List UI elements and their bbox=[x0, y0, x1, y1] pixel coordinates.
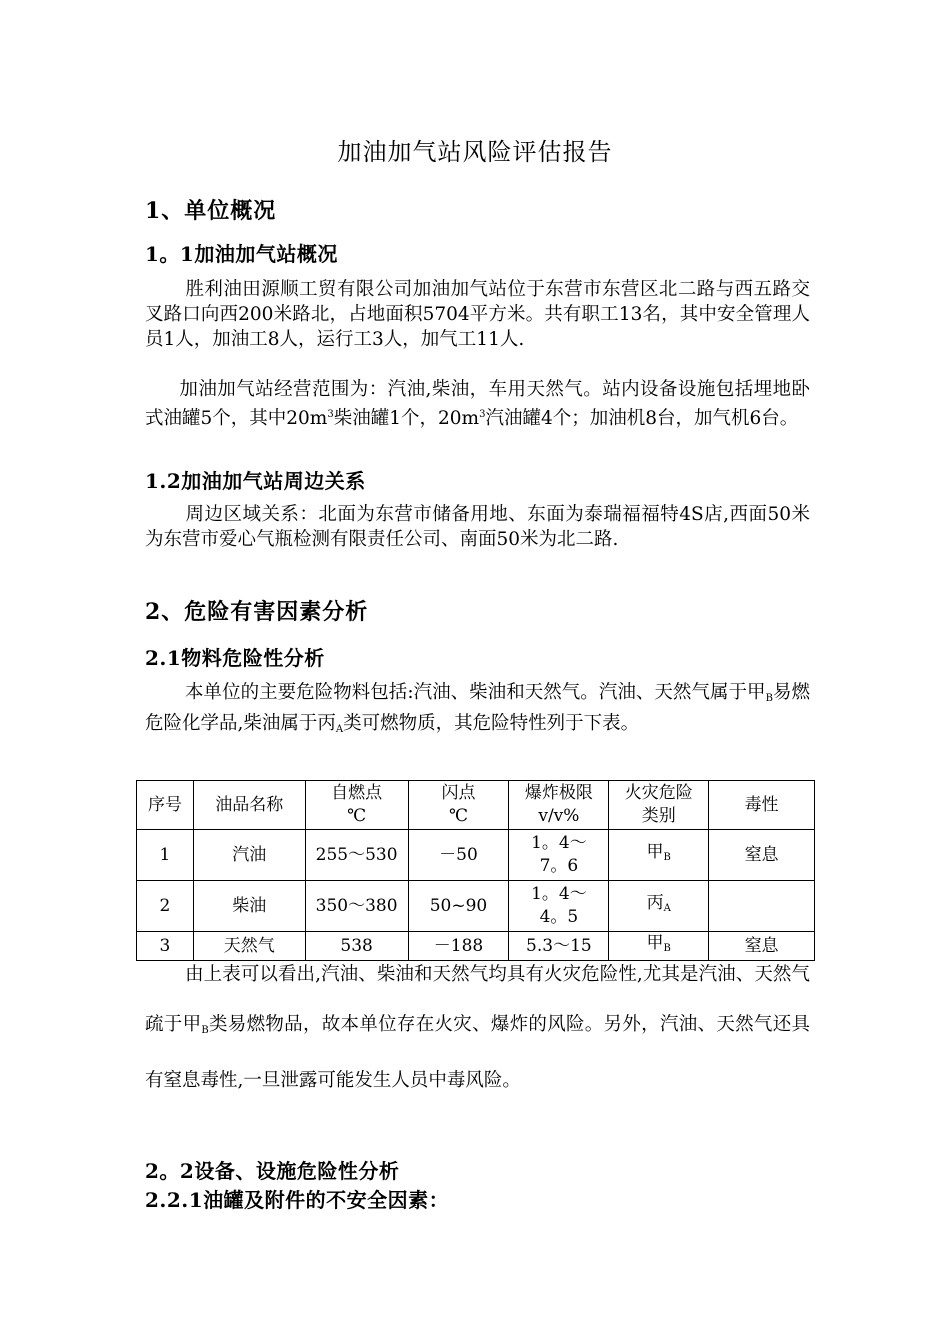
paragraph-conclusion bbox=[145, 950, 810, 1106]
paragraph-text: 柴油罐1个，20m bbox=[333, 408, 480, 429]
paragraph-text: 本单位的主要危险物料包括:汽油、柴油和天然气。汽油、天然气属于甲 bbox=[185, 682, 766, 703]
header-name: 油品名称 bbox=[193, 781, 305, 830]
header-flash-point: 闪点 ℃ bbox=[408, 781, 509, 830]
table-row: 2 柴油 350～380 50~90 1。4～ 4。5 丙$_A$ bbox=[137, 881, 815, 932]
superscript: 3 bbox=[327, 409, 334, 420]
paragraph-business-scope bbox=[145, 377, 810, 431]
section-heading-2-2: 2。2设备、设施危险性分析 bbox=[145, 1159, 400, 1183]
header-explosion-limit: 爆炸极限 v/v% bbox=[509, 781, 609, 830]
paragraph-text: 汽油罐4个；加油机8台，加气机6台。 bbox=[485, 408, 799, 429]
subscript: A bbox=[335, 724, 344, 735]
paragraph-text: 类可燃物质，其危险特性列于下表。 bbox=[343, 713, 640, 734]
superscript: 3 bbox=[479, 409, 486, 420]
subscript: B bbox=[201, 1025, 209, 1036]
paragraph-text: 胜利油田源顺工贸有限公司加油加气站位于东营市东营区北二路与西五路交叉路口向西200米路北，占地面积5704平方米。共有职工13名，其中安全管理人员1人，加油工8人，运行工3人，加气工11人. bbox=[145, 279, 810, 350]
paragraph-text: 类易燃物品，故本单位存在火灾、爆炸的风险。另外，汽油、天然气还具有窒息毒性,一旦泄露可能发生人员中毒风险。 bbox=[145, 1014, 810, 1091]
paragraph-surroundings bbox=[145, 502, 810, 552]
section-heading-2-2-1: 2.2.1油罐及附件的不安全因素： bbox=[145, 1188, 450, 1212]
paragraph-station-overview bbox=[145, 277, 810, 352]
table-row: 3 天然气 538 －188 5.3～15 甲$_B$ 窒息 bbox=[137, 932, 815, 961]
header-no: 序号 bbox=[137, 781, 194, 830]
paragraph-text: 周边区域关系：北面为东营市储备用地、东面为泰瑞福福特4S店,西面50米为东营市爱心气瓶检测有限责任公司、南面50米为北二路. bbox=[145, 504, 810, 550]
section-heading-1: 1、单位概况 bbox=[145, 198, 277, 224]
subscript: B bbox=[765, 693, 773, 704]
table-header-row bbox=[137, 781, 815, 830]
paragraph-text: 由上表可以看出,汽油、柴油和天然气均具有火灾危险性,尤其是汽油、天然气疏于甲 bbox=[145, 964, 810, 1035]
paragraph-materials bbox=[145, 680, 810, 742]
section-heading-2-1: 2.1物料危险性分析 bbox=[145, 646, 325, 670]
document-title: 加油加气站风险评估报告 bbox=[337, 138, 613, 166]
table-row: 1 汽油 255～530 －50 1。4～ 7。6 甲$_B$ 窒息 bbox=[137, 830, 815, 881]
section-heading-1-2: 1.2加油加气站周边关系 bbox=[145, 469, 366, 493]
hazard-table bbox=[136, 780, 815, 961]
paragraph-text: 易燃危险化学品,柴油属于丙 bbox=[145, 682, 810, 734]
header-fire-class: 火灾危险 类别 bbox=[609, 781, 709, 830]
paragraph-text: 加油加气站经营范围为：汽油,柴油，车用天然气。站内设备设施包括埋地卧式油罐5个，其中20m bbox=[145, 379, 810, 429]
header-autoignition: 自燃点 ℃ bbox=[305, 781, 408, 830]
section-heading-2: 2、危险有害因素分析 bbox=[145, 599, 369, 625]
header-toxicity: 毒性 bbox=[709, 781, 815, 830]
section-heading-1-1: 1。1加油加气站概况 bbox=[145, 242, 338, 266]
